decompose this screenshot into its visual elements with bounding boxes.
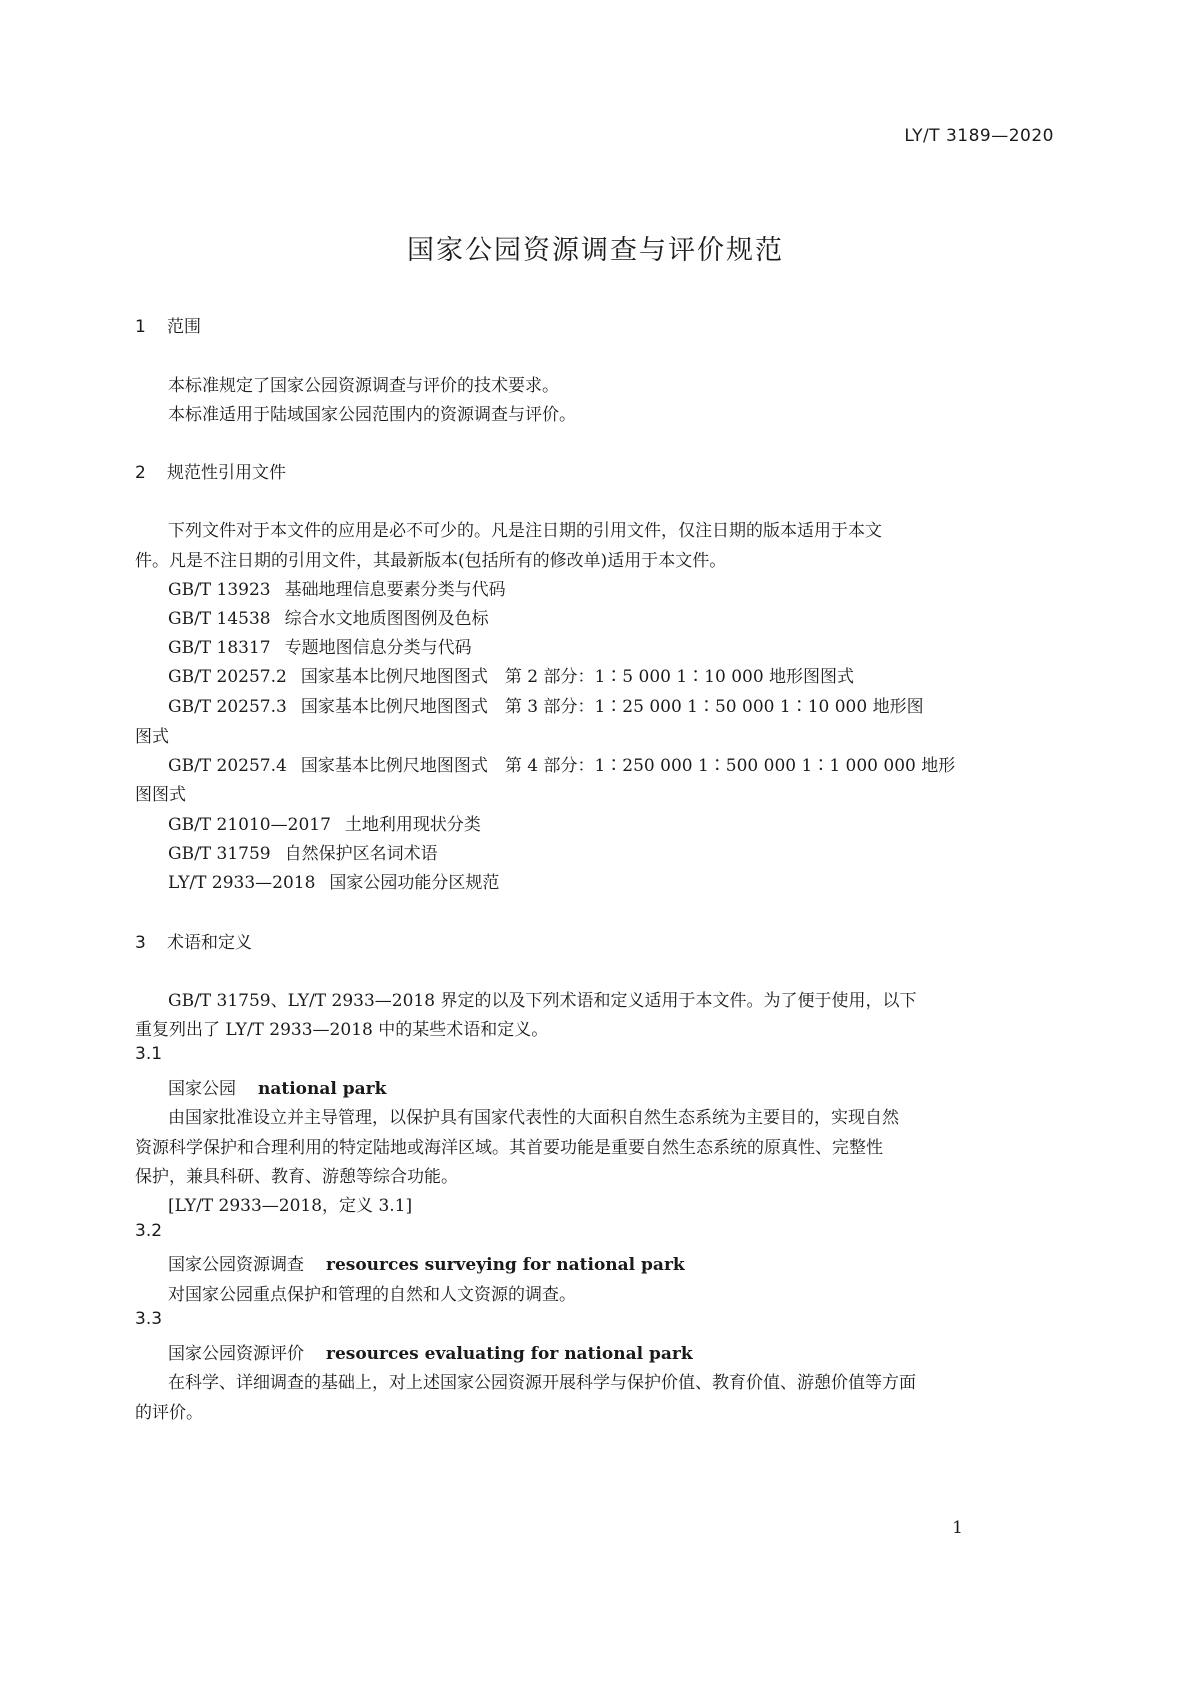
- term-source: [LY/T 2933—2018，定义 3.1]: [168, 1196, 413, 1216]
- reference-code: GB/T 31759: [168, 844, 271, 864]
- section-heading-text: 术语和定义: [167, 933, 252, 953]
- paragraph-continuation: 件。凡是不注日期的引用文件，其最新版本(包括所有的修改单)适用于本文件。: [135, 551, 727, 571]
- reference-item: [168, 868, 499, 893]
- term-definition: 由国家批准设立并主导管理，以保护具有国家代表性的大面积自然生态系统为主要目的，实现自然: [168, 1108, 899, 1128]
- section-1-heading: [135, 312, 201, 337]
- reference-code: GB/T 21010—2017: [168, 815, 331, 835]
- term-zh: 国家公园资源调查: [168, 1255, 304, 1275]
- reference-title: 综合水文地质图图例及色标: [284, 609, 489, 629]
- term-title: [168, 1074, 386, 1099]
- reference-item: [168, 839, 438, 864]
- paragraph: 本标准适用于陆域国家公园范围内的资源调查与评价。: [168, 405, 576, 425]
- reference-item: [168, 575, 506, 600]
- term-title: [168, 1250, 685, 1275]
- reference-item: [168, 633, 472, 658]
- term-en: resources surveying for national park: [326, 1255, 685, 1275]
- paragraph: 本标准规定了国家公园资源调查与评价的技术要求。: [168, 376, 559, 396]
- paragraph-continuation: 重复列出了 LY/T 2933—2018 中的某些术语和定义。: [135, 1020, 549, 1040]
- paragraph: 下列文件对于本文件的应用是必不可少的。凡是注日期的引用文件，仅注日期的版本适用于本文: [168, 521, 882, 541]
- section-2-heading: [135, 458, 286, 483]
- reference-title: 国家基本比例尺地图图式 第 3 部分：1∶25 000 1∶50 000 1∶10 000 地形图: [300, 697, 924, 717]
- term-number: 3.2: [135, 1221, 163, 1241]
- section-3-heading: [135, 928, 252, 953]
- reference-code: GB/T 13923: [168, 580, 271, 600]
- section-number: 3: [135, 933, 146, 953]
- paragraph: GB/T 31759、LY/T 2933—2018 界定的以及下列术语和定义适用于本文件。为了便于使用，以下: [168, 991, 917, 1011]
- reference-title: 自然保护区名词术语: [284, 844, 438, 864]
- reference-code: LY/T 2933—2018: [168, 873, 316, 893]
- reference-title: 基础地理信息要素分类与代码: [284, 580, 506, 600]
- term-en: national park: [258, 1079, 387, 1099]
- term-definition: 对国家公园重点保护和管理的自然和人文资源的调查。: [168, 1285, 576, 1305]
- term-definition: 的评价。: [135, 1403, 203, 1423]
- term-title: [168, 1339, 693, 1364]
- reference-item: [168, 662, 854, 687]
- term-zh: 国家公园: [168, 1079, 236, 1099]
- term-number: 3.1: [135, 1044, 163, 1064]
- section-number: 2: [135, 463, 146, 483]
- section-number: 1: [135, 317, 146, 337]
- standard-code: LY/T 3189—2020: [904, 126, 1054, 146]
- section-heading-text: 范围: [167, 317, 201, 337]
- page-title: 国家公园资源调查与评价规范: [407, 235, 784, 266]
- reference-item: [168, 751, 955, 776]
- reference-item: [168, 810, 481, 835]
- term-definition: 在科学、详细调查的基础上，对上述国家公园资源开展科学与保护价值、教育价值、游憩价值等方面: [168, 1373, 916, 1393]
- reference-code: GB/T 20257.3: [168, 697, 287, 717]
- term-definition: 保护，兼具科研、教育、游憩等综合功能。: [135, 1167, 458, 1187]
- reference-code: GB/T 18317: [168, 638, 271, 658]
- reference-code: GB/T 20257.4: [168, 756, 287, 776]
- term-number: 3.3: [135, 1309, 163, 1329]
- section-heading-text: 规范性引用文件: [167, 463, 286, 483]
- reference-title: 国家基本比例尺地图图式 第 2 部分：1∶5 000 1∶10 000 地形图图式: [300, 667, 855, 687]
- reference-title: 国家公园功能分区规范: [329, 873, 500, 893]
- reference-continuation: 图图式: [135, 785, 186, 805]
- term-en: resources evaluating for national park: [326, 1344, 693, 1364]
- reference-continuation: 图式: [135, 727, 169, 747]
- term-zh: 国家公园资源评价: [168, 1344, 304, 1364]
- page-number: 1: [952, 1518, 963, 1538]
- reference-title: 国家基本比例尺地图图式 第 4 部分：1∶250 000 1∶500 000 1∶1 000 000 地形: [300, 756, 956, 776]
- reference-item: [168, 692, 924, 717]
- reference-title: 土地利用现状分类: [344, 815, 481, 835]
- reference-code: GB/T 20257.2: [168, 667, 287, 687]
- reference-title: 专题地图信息分类与代码: [284, 638, 472, 658]
- term-definition: 资源科学保护和合理利用的特定陆地或海洋区域。其首要功能是重要自然生态系统的原真性、完整性: [135, 1138, 883, 1158]
- reference-code: GB/T 14538: [168, 609, 271, 629]
- reference-item: [168, 604, 489, 629]
